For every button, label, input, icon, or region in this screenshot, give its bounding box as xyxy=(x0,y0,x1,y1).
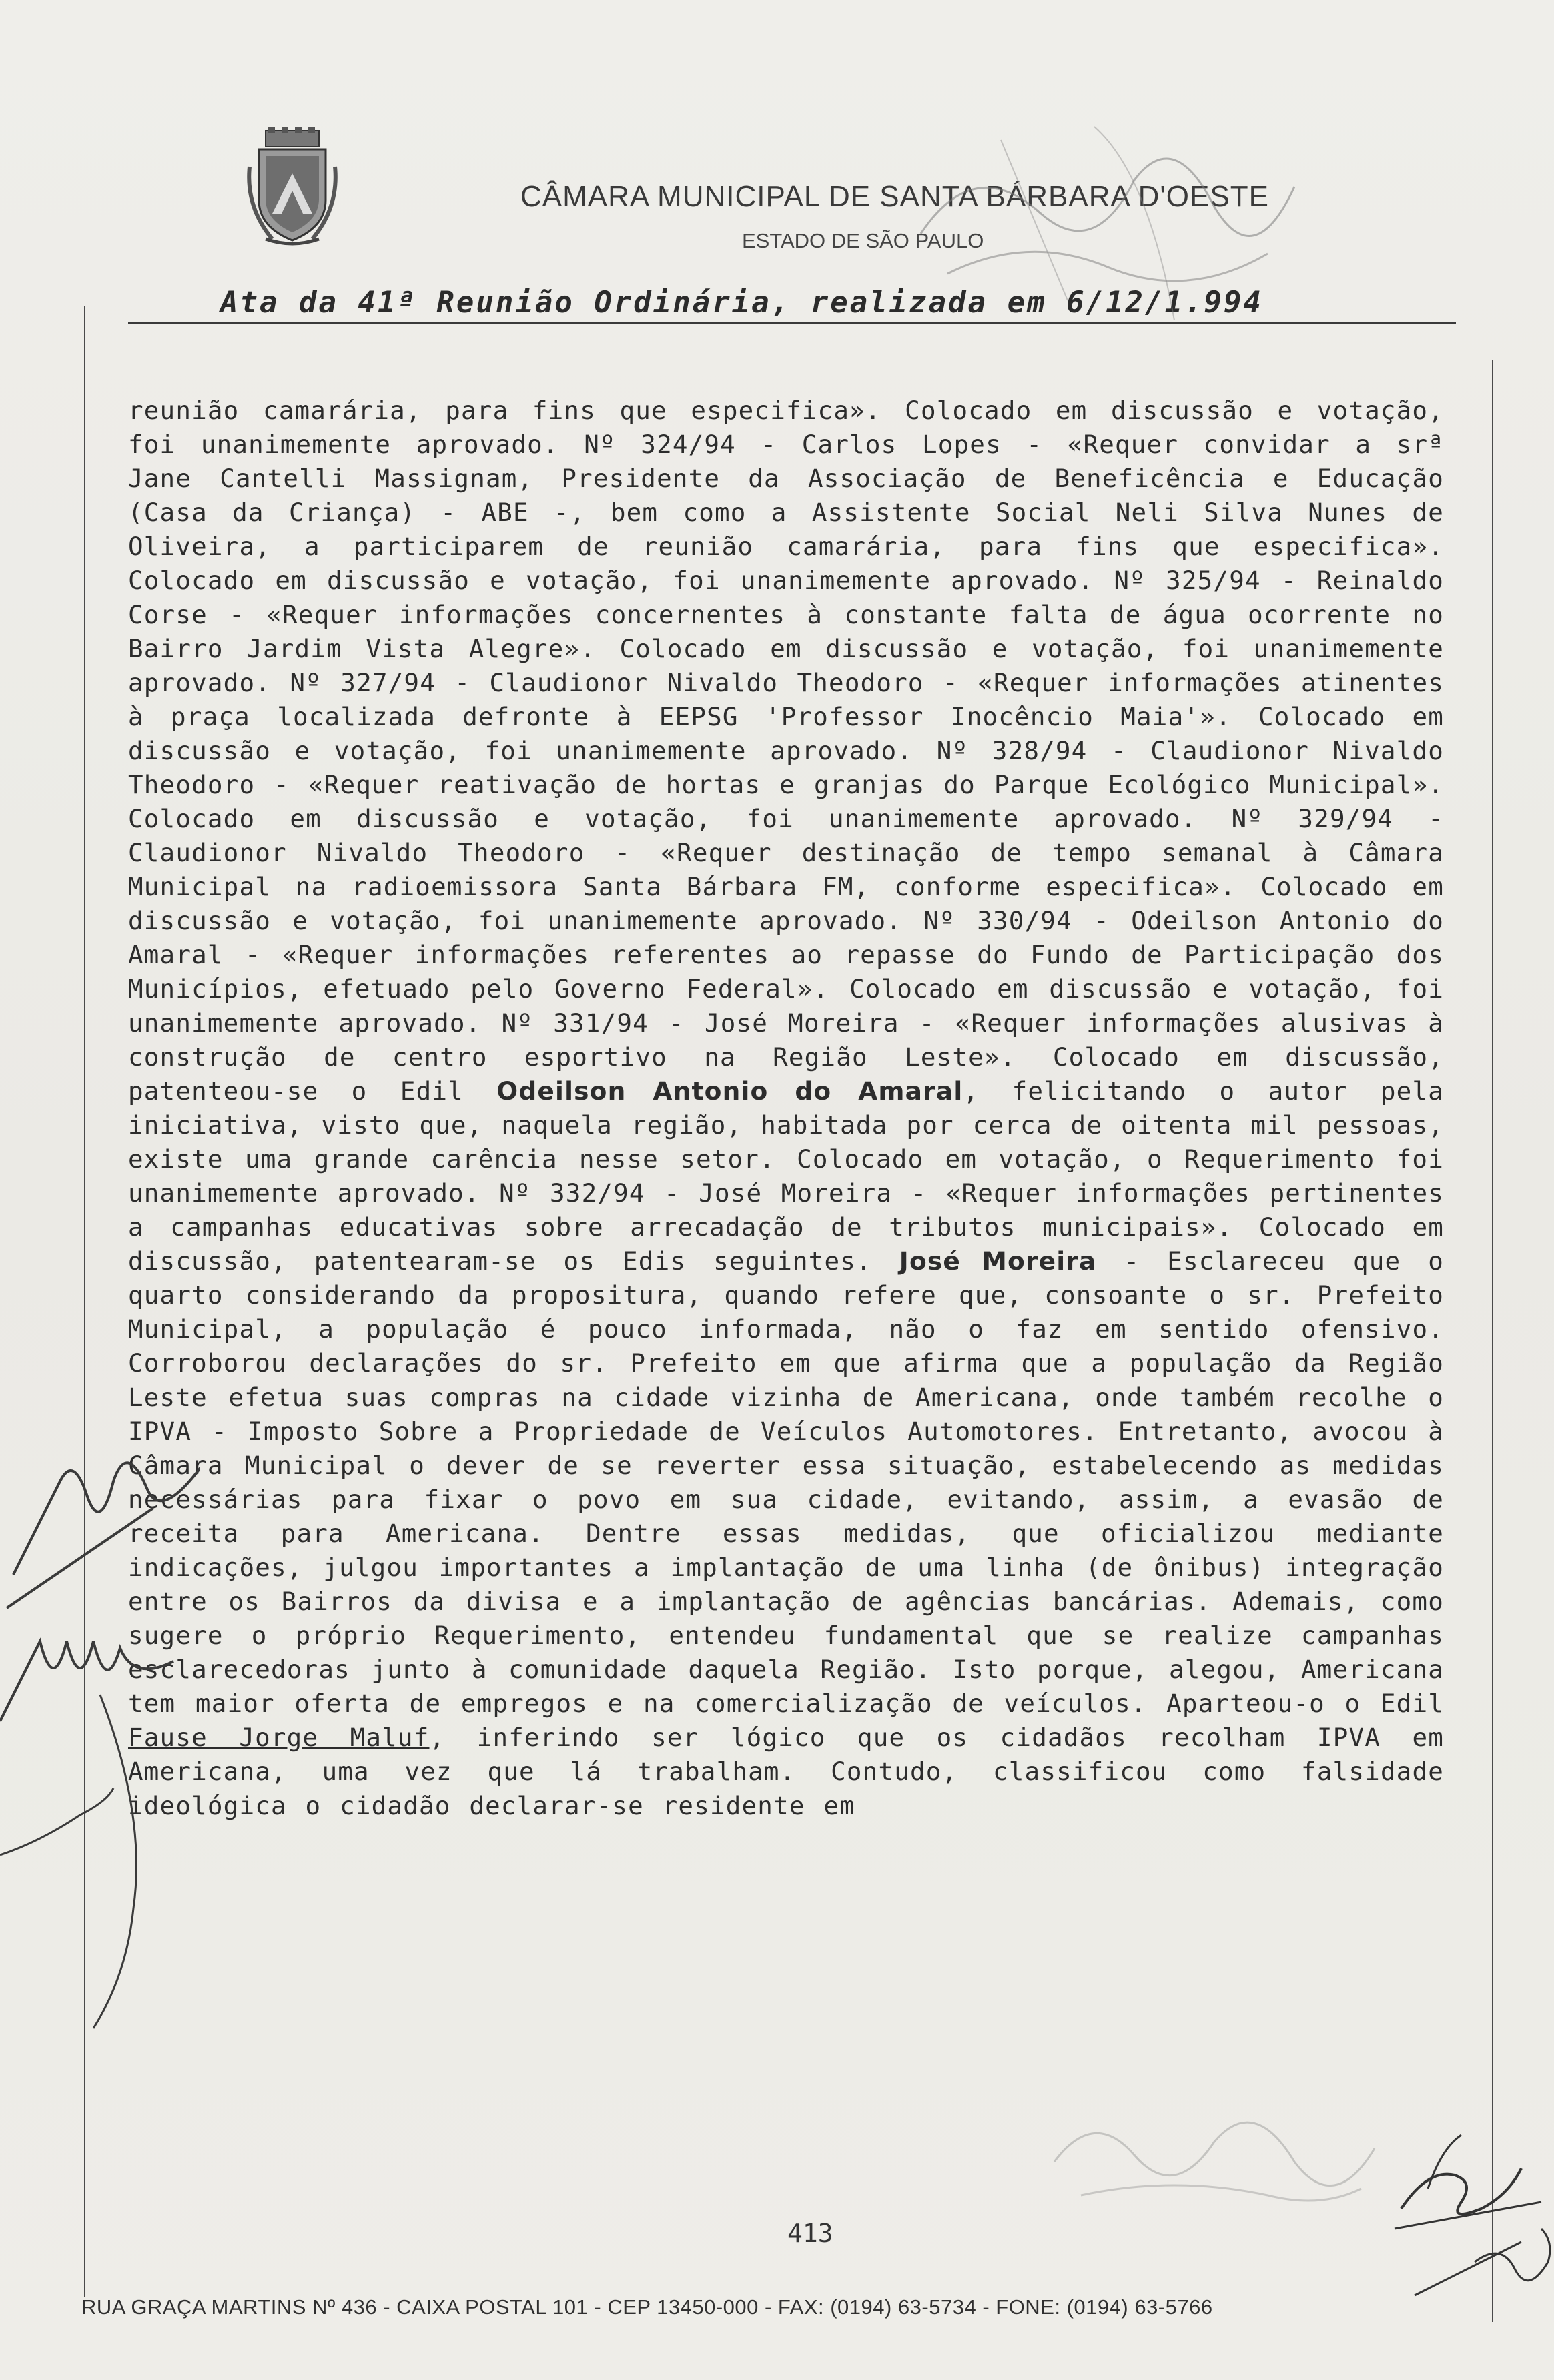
minutes-paragraph xyxy=(128,394,1444,1823)
councilor-name-underlined: Fause Jorge Maluf xyxy=(128,1723,430,1752)
minutes-title: Ata da 41ª Reunião Ordinária, realizada em 6/12/1.994 xyxy=(220,286,1263,320)
footer-address: RUA GRAÇA MARTINS Nº 436 - CAIXA POSTAL 101 - CEP 13450-000 - FAX: (0194) 63-5734 - FONE: (0194) 63-5766 xyxy=(81,2295,1213,2319)
body-text-segment: - Esclareceu que o quarto considerando da propositura, quando refere que, consoante o sr. Prefeito Municipal, a população é pouco informada, não o faz em sentido ofensivo. Corroborou declarações do sr. Prefeito em que afirma que a população da Região Leste efetua suas compras na cidade vizinha de Americana, onde também recolhe o IPVA - Imposto Sobre a Propriedade de Veículos Automotores. Entretanto, avocou à Câmara Municipal o dever de se reverter essa situação, estabelecendo as medidas necessárias para fixar o povo em sua cidade, evitando, assim, a evasão de receita para Americana. Dentre essas medidas, que oficializou mediante indicações, julgou importantes a implantação de uma linha (de ônibus) integração entre os Bairros da divisa e a implantação de agências bancárias. Ademais, como sugere o próprio Requerimento, entendeu fundamental que se realize campanhas esclarecedoras junto à comunidade daquela Região. Isto porque, alegou, Americana tem maior oferta de empregos e na comercialização de veículos. Aparteou-o o Edil xyxy=(128,1246,1444,1718)
page-number: 413 xyxy=(787,2219,833,2248)
body-text-segment: reunião camarária, para fins que especifica». Colocado em discussão e votação, foi unanimemente aprovado. Nº 324/94 - Carlos Lopes - «Requer convidar a srª Jane Cantelli Massignam, Presidente da Associação de Beneficência e Educação (Casa da Criança) - ABE -, bem como a Assistente Social Neli Silva Nunes de Oliveira, a participarem de reunião camarária, para fins que especifica». Colocado em discussão e votação, foi unanimemente aprovado. Nº 325/94 - Reinaldo Corse - «Requer informações concernentes à constante falta de água ocorrente no Bairro Jardim Vista Alegre». Colocado em discussão e votação, foi unanimemente aprovado. Nº 327/94 - Claudionor Nivaldo Theodoro - «Requer informações atinentes à praça localizada defronte à EEPSG 'Professor Inocêncio Maia'». Colocado em discussão e votação, foi unanimemente aprovado. Nº 328/94 - Claudionor Nivaldo Theodoro - «Requer reativação de hortas e granjas do Parque Ecológico Municipal». Colocado em discussão e votação, foi unanimemente aprovado. Nº 329/94 - Claudionor Nivaldo Theodoro - «Requer destinação de tempo semanal à Câmara Municipal na radioemissora Santa Bárbara FM, conforme especifica». Colocado em discussão e votação, foi unanimemente aprovado. Nº 330/94 - Odeilson Antonio do Amaral - «Requer informações referentes ao repasse do Fundo de Participação dos Municípios, efetuado pelo Governo Federal». Colocado em discussão e votação, foi unanimemente aprovado. Nº 331/94 - José Moreira - «Requer informações alusivas à construção de centro esportivo na Região Leste». Colocado em discussão, patenteou-se o Edil xyxy=(128,396,1444,1106)
state-name: ESTADO DE SÃO PAULO xyxy=(742,229,984,252)
signature-bottom-faint-icon xyxy=(1041,2082,1388,2229)
councilor-name-bold: José Moreira xyxy=(899,1246,1097,1276)
title-underline xyxy=(128,322,1456,324)
right-margin-line xyxy=(1492,360,1493,2322)
chamber-name: CÂMARA MUNICIPAL DE SANTA BÁRBARA D'OESTE xyxy=(520,180,1269,213)
coat-of-arms-icon xyxy=(246,127,339,247)
left-margin-line xyxy=(84,306,85,2297)
councilor-name-bold: Odeilson Antonio do Amaral xyxy=(496,1076,963,1106)
signature-right-icon xyxy=(1388,2108,1554,2309)
body-text-segment: , inferindo ser lógico que os cidadãos recolham IPVA em Americana, uma vez que lá trabalham. Contudo, classificou como falsidade ideológica o cidadão declarar-se residente em xyxy=(128,1723,1444,1820)
minutes-body xyxy=(128,394,1444,1823)
body-text-segment: , felicitando o autor pela iniciativa, visto que, naquela região, habitada por cerca de oitenta mil pessoas, existe uma grande carência nesse setor. Colocado em votação, o Requerimento foi unanimemente aprovado. Nº 332/94 - José Moreira - «Requer informações pertinentes a campanhas educativas sobre arrecadação de tributos municipais». Colocado em discussão, patentearam-se os Edis seguintes. xyxy=(128,1076,1444,1276)
